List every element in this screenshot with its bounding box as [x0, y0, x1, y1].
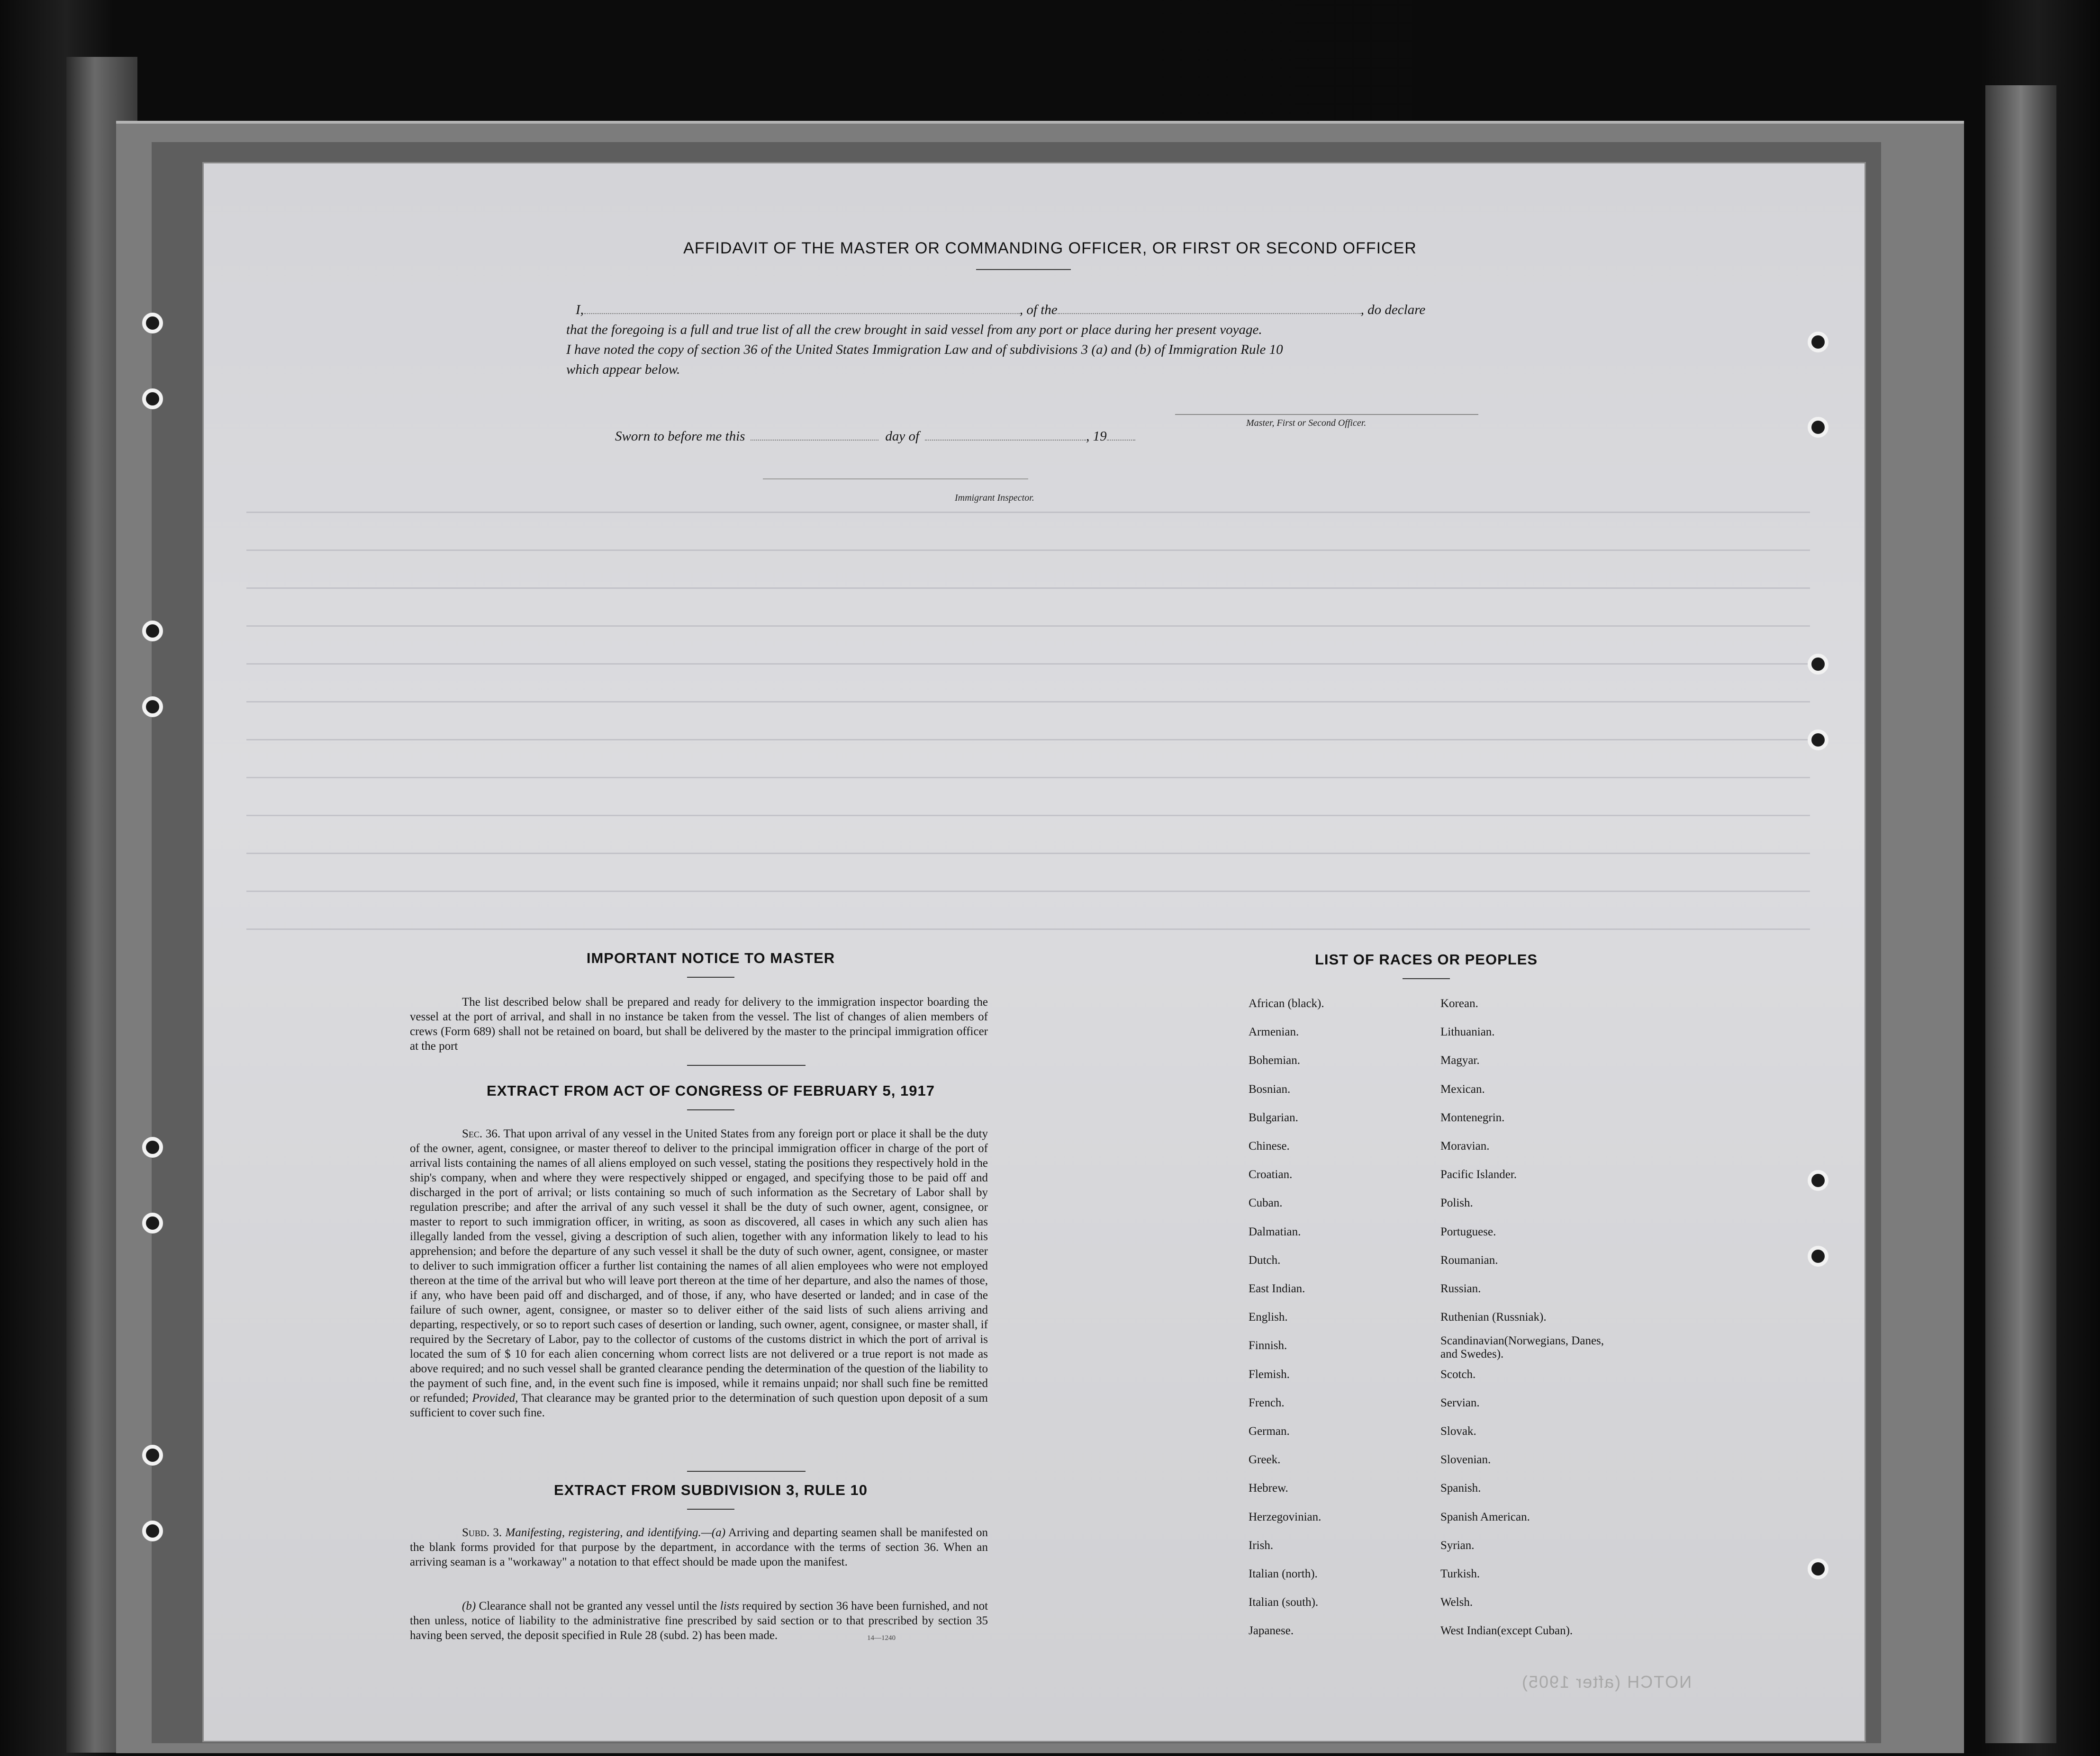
race-item: Italian (south).	[1249, 1596, 1319, 1609]
race-item: Cuban.	[1249, 1197, 1283, 1210]
punch-hole	[1808, 654, 1828, 675]
master-caption: Master, First or Second Officer.	[1246, 418, 1367, 428]
subd-b-lists: lists	[720, 1600, 739, 1612]
races-title: LIST OF RACES OR PEOPLES	[1314, 951, 1538, 968]
race-item: Ruthenian (Russniak).	[1440, 1311, 1547, 1324]
punch-hole	[1808, 332, 1828, 352]
affidavit-i: I,	[576, 302, 584, 317]
congress-separator	[687, 1471, 806, 1472]
race-item: Turkish.	[1440, 1567, 1480, 1580]
affidavit-title: AFFIDAVIT OF THE MASTER OR COMMANDING OFFICER, OR FIRST OR SECOND OFFICER	[683, 239, 1417, 257]
punch-hole	[1808, 1246, 1828, 1267]
race-item: Italian (north).	[1249, 1567, 1318, 1580]
race-item: Croatian.	[1249, 1168, 1293, 1181]
race-item: Roumanian.	[1440, 1253, 1498, 1267]
bleed-through-line	[246, 587, 1810, 589]
race-item: West Indian(except Cuban).	[1440, 1624, 1573, 1638]
notice-text: The list described below shall be prepared and ready for delivery to the immigration inspector boarding the vessel at the port of arrival, and shall in no instance be taken from the vessel. The list of changes of alien members of crews (Form 689) shall not be retained on board, but shall be delivered by the master to the principal immigration officer at the port	[410, 996, 988, 1053]
punch-hole	[1808, 729, 1828, 750]
bleed-through-line	[246, 739, 1810, 740]
provided-label: Provided,	[472, 1392, 518, 1405]
race-item: German.	[1249, 1425, 1290, 1438]
punch-hole	[1808, 1170, 1828, 1191]
rule-extract-title: EXTRACT FROM SUBDIVISION 3, RULE 10	[554, 1482, 868, 1498]
bleed-through-line	[246, 701, 1810, 702]
race-item: Moravian.	[1440, 1140, 1490, 1153]
race-item: Syrian.	[1440, 1539, 1475, 1552]
notice-underline	[687, 977, 734, 978]
punch-hole	[142, 388, 163, 409]
bleed-through-line	[246, 625, 1810, 627]
subd-label: Subd. 3.	[462, 1526, 502, 1539]
congress-underline	[687, 1109, 734, 1110]
subd-b-label: (b)	[462, 1600, 476, 1612]
affidavit-line-1	[576, 302, 1425, 318]
race-item: Hebrew.	[1249, 1482, 1288, 1495]
punch-hole	[142, 621, 163, 641]
affidavit-line-2: that the foregoing is a full and true list of all the crew brought in said vessel from any port or place during her present voyage.	[566, 322, 1262, 337]
race-item: Finnish.	[1249, 1339, 1287, 1352]
subd-heading: Manifesting, registering, and identifying.—(a)	[505, 1526, 726, 1539]
race-item: Bohemian.	[1249, 1054, 1301, 1067]
race-item: Greek.	[1249, 1453, 1281, 1467]
section-36-tail: That clearance may be granted prior to the determination of such question upon deposit of a sum sufficient to cover such fine.	[410, 1392, 988, 1419]
congress-extract-title: EXTRACT FROM ACT OF CONGRESS OF FEBRUARY 5, 1917	[487, 1082, 935, 1099]
section-36-body: That upon arrival of any vessel in the United States from any foreign port or place it shall be the duty of the owner, agent, consignee, or master thereof to deliver to the principal immigration officer in charge of the port of arrival lists containing the names of all aliens employed on such vessel, stating the positions they respectively hold in the ship's company, when and where they were respectively shipped or engaged, and specifying those to be paid off and discharged in the port of arrival; or lists containing so much of such information as the Secretary of Labor shall by regulation prescribe; and after the arrival of any such vessel it shall be the duty of such owner, agent, consignee, or master to report to such immigration officer, in writing, as soon as discovered, all cases in which any such alien has illegally landed from the vessel, giving a description of such alien, together with any information likely to lead to his apprehension; and before the departure of any such vessel it shall be the duty of such owner, agent, consignee, or master to deliver to such immigration officer a further list containing the names of all alien employees who were not employed thereon at the time of the arrival but who will leave port thereon at the time of her departure, and also the names of those, if any, who have been paid off and discharged, and of those, if any, who have deserted or landed; and in case of the failure of such owner, agent, consignee, or master so to deliver either of the said lists of such aliens arriving and departing, respectively, or so to report such cases of desertion or landing, such owner, agent, consignee, or master shall, if required by the Secretary of Labor, pay to the collector of customs of the customs district in which the port of arrival is located the sum of $ 10 for each alien concerning whom correct lists are not delivered or a true report is not made as above required; and no such vessel shall be granted clearance pending the determination of the question of the liability to the payment of such fine, and, in the event such fine is imposed, while it remains unpaid; nor shall such fine be remitted or refunded;	[410, 1127, 988, 1405]
race-item: Montenegrin.	[1440, 1111, 1505, 1124]
sworn-line	[615, 429, 1135, 444]
race-item: Spanish American.	[1440, 1510, 1530, 1523]
subd-a-body: Arriving and departing seamen shall be manifested on the blank forms provided for that purpose by the department, in accordance with the terms of section 36. When an arriving seaman is a "workaway" a notation to that effect should be made upon the manifest.	[410, 1526, 988, 1568]
title-underline	[976, 269, 1071, 270]
affidavit-of-the: , of the	[1019, 302, 1058, 317]
rule-underline	[687, 1509, 734, 1510]
race-item: French.	[1249, 1396, 1285, 1409]
notice-separator	[687, 1065, 806, 1066]
day-of-label: day of	[885, 429, 920, 444]
race-item: Korean.	[1440, 997, 1478, 1010]
race-item: Pacific Islander.	[1440, 1168, 1517, 1181]
bleed-through-line	[246, 549, 1810, 551]
inspector-caption: Immigrant Inspector.	[955, 493, 1034, 503]
bleed-through-line	[246, 891, 1810, 892]
punch-hole	[142, 313, 163, 333]
punch-hole	[142, 696, 163, 717]
race-item: Slovenian.	[1440, 1453, 1491, 1467]
bleed-through-line	[246, 853, 1810, 854]
races-underline	[1403, 978, 1450, 979]
race-item: Servian.	[1440, 1396, 1480, 1409]
punch-hole	[142, 1521, 163, 1541]
race-item: Bosnian.	[1249, 1082, 1291, 1096]
race-item: Dutch.	[1249, 1253, 1281, 1267]
subd-b-body-1: Clearance shall not be granted any vessel until the	[479, 1600, 717, 1612]
race-item: Flemish.	[1249, 1368, 1290, 1381]
section-36-label: Sec. 36.	[462, 1127, 501, 1140]
affidavit-declare: , do declare	[1360, 302, 1426, 317]
race-item: English.	[1249, 1311, 1288, 1324]
bleed-through-line	[246, 928, 1810, 930]
month-blank	[925, 430, 1086, 441]
notice-title: IMPORTANT NOTICE TO MASTER	[586, 950, 835, 966]
race-item: Japanese.	[1249, 1624, 1294, 1638]
sworn-day-blank	[751, 430, 878, 441]
race-item: Lithuanian.	[1440, 1026, 1495, 1039]
punch-hole	[1808, 417, 1828, 438]
punch-hole	[1808, 1558, 1828, 1579]
race-item: East Indian.	[1249, 1282, 1305, 1295]
race-item: Spanish.	[1440, 1482, 1481, 1495]
name-blank	[584, 304, 1020, 314]
sworn-label: Sworn to before me this	[615, 429, 745, 444]
punch-hole	[142, 1137, 163, 1158]
race-item: Magyar.	[1440, 1054, 1480, 1067]
race-item: Dalmatian.	[1249, 1225, 1301, 1238]
affidavit-line-4: which appear below.	[566, 362, 680, 377]
bleed-through-line	[246, 777, 1810, 778]
binder-edge-right	[1985, 85, 2056, 1743]
subdivision-b-text	[410, 1599, 988, 1643]
bleed-through-line	[246, 815, 1810, 816]
bleed-through-line	[246, 512, 1810, 513]
race-item: Mexican.	[1440, 1082, 1485, 1096]
affidavit-line-3: I have noted the copy of section 36 of the United States Immigration Law and of subdivisions 3 (a) and (b) of Immigration Rule 10	[566, 342, 1283, 357]
master-signature-line	[1175, 414, 1478, 415]
race-item: Slovak.	[1440, 1425, 1476, 1438]
race-item: Scotch.	[1440, 1368, 1476, 1381]
race-item: Herzegovinian.	[1249, 1510, 1322, 1523]
section-36-text	[410, 1126, 988, 1420]
race-item: Welsh.	[1440, 1596, 1473, 1609]
race-item: Bulgarian.	[1249, 1111, 1298, 1124]
race-item: Irish.	[1249, 1539, 1274, 1552]
bleed-through-line	[246, 663, 1810, 665]
race-item: Scandinavian(Norwegians, Danes, and Swedes).	[1440, 1334, 1604, 1361]
vessel-blank	[1058, 304, 1361, 314]
race-item: African (black).	[1249, 997, 1324, 1010]
year-blank	[1107, 430, 1135, 441]
race-item: Armenian.	[1249, 1026, 1299, 1039]
year-prefix: , 19	[1086, 429, 1107, 444]
inspector-signature-line	[763, 478, 1028, 479]
race-item: Portuguese.	[1440, 1225, 1496, 1238]
subdivision-a-text	[410, 1525, 988, 1569]
race-item: Russian.	[1440, 1282, 1481, 1295]
punch-hole	[142, 1445, 163, 1466]
punch-hole	[142, 1213, 163, 1234]
subd-b-body-2: required by section 36 have been furnished, and not then unless, notice of liability to the administrative fine prescribed by said section or to that prescribed by section 35 having been served, the deposit specified in Rule 28 (subd. 2) has been made.	[410, 1600, 988, 1642]
race-item: Chinese.	[1249, 1140, 1290, 1153]
mirrored-footer-stamp: NOTCH (after 1905)	[1521, 1672, 1692, 1692]
form-number: 14—1240	[867, 1634, 896, 1642]
race-item: Polish.	[1440, 1197, 1473, 1210]
